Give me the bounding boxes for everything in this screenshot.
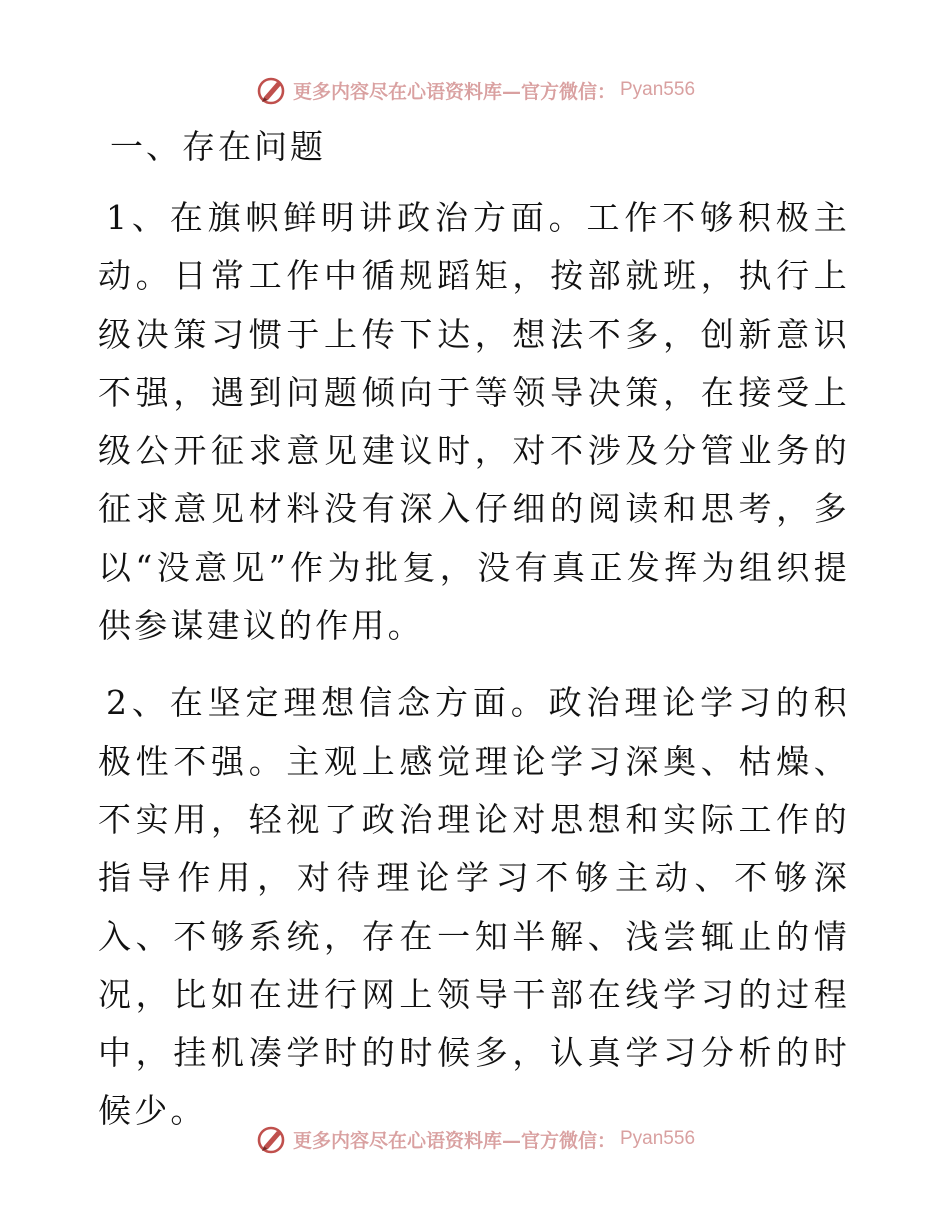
watermark-wechat-id: Pyan556 bbox=[620, 1128, 696, 1149]
watermark-text: 更多内容尽在心语资料库—官方微信： bbox=[292, 1129, 616, 1152]
paragraph-1: 1、在旗帜鲜明讲政治方面。工作不够积极主动。日常工作中循规蹈矩，按部就班，执行上级决策习惯于上传下达，想法不多，创新意识不强，遇到问题倾向于等领导决策，在接受上级公开征求意见建议时，对不涉及分管业务的征求意见材料没有深入仔细的阅读和思考，多以“没意见”作为批复，没有真正发挥为组织提供参谋建议的作用。 bbox=[98, 198, 850, 646]
watermark-wechat-id: Pyan556 bbox=[620, 79, 696, 100]
watermark-text: 更多内容尽在心语资料库—官方微信： bbox=[292, 80, 616, 103]
document-body bbox=[98, 118, 850, 1160]
pen-logo-icon bbox=[255, 74, 287, 106]
paragraph-2: 2、在坚定理想信念方面。政治理论学习的积极性不强。主观上感觉理论学习深奥、枯燥、不实用，轻视了政治理论对思想和实际工作的指导作用，对待理论学习不够主动、不够深入、不够系统，存在一知半解、浅尝辄止的情况，比如在进行网上领导干部在线学习的过程中，挂机凑学时的时候多，认真学习分析的时候少。 bbox=[98, 683, 850, 1131]
section-heading: 一、存在问题 bbox=[110, 127, 326, 166]
footer-watermark bbox=[0, 1121, 950, 1157]
pen-logo-icon bbox=[255, 1123, 287, 1155]
header-watermark bbox=[0, 72, 950, 108]
